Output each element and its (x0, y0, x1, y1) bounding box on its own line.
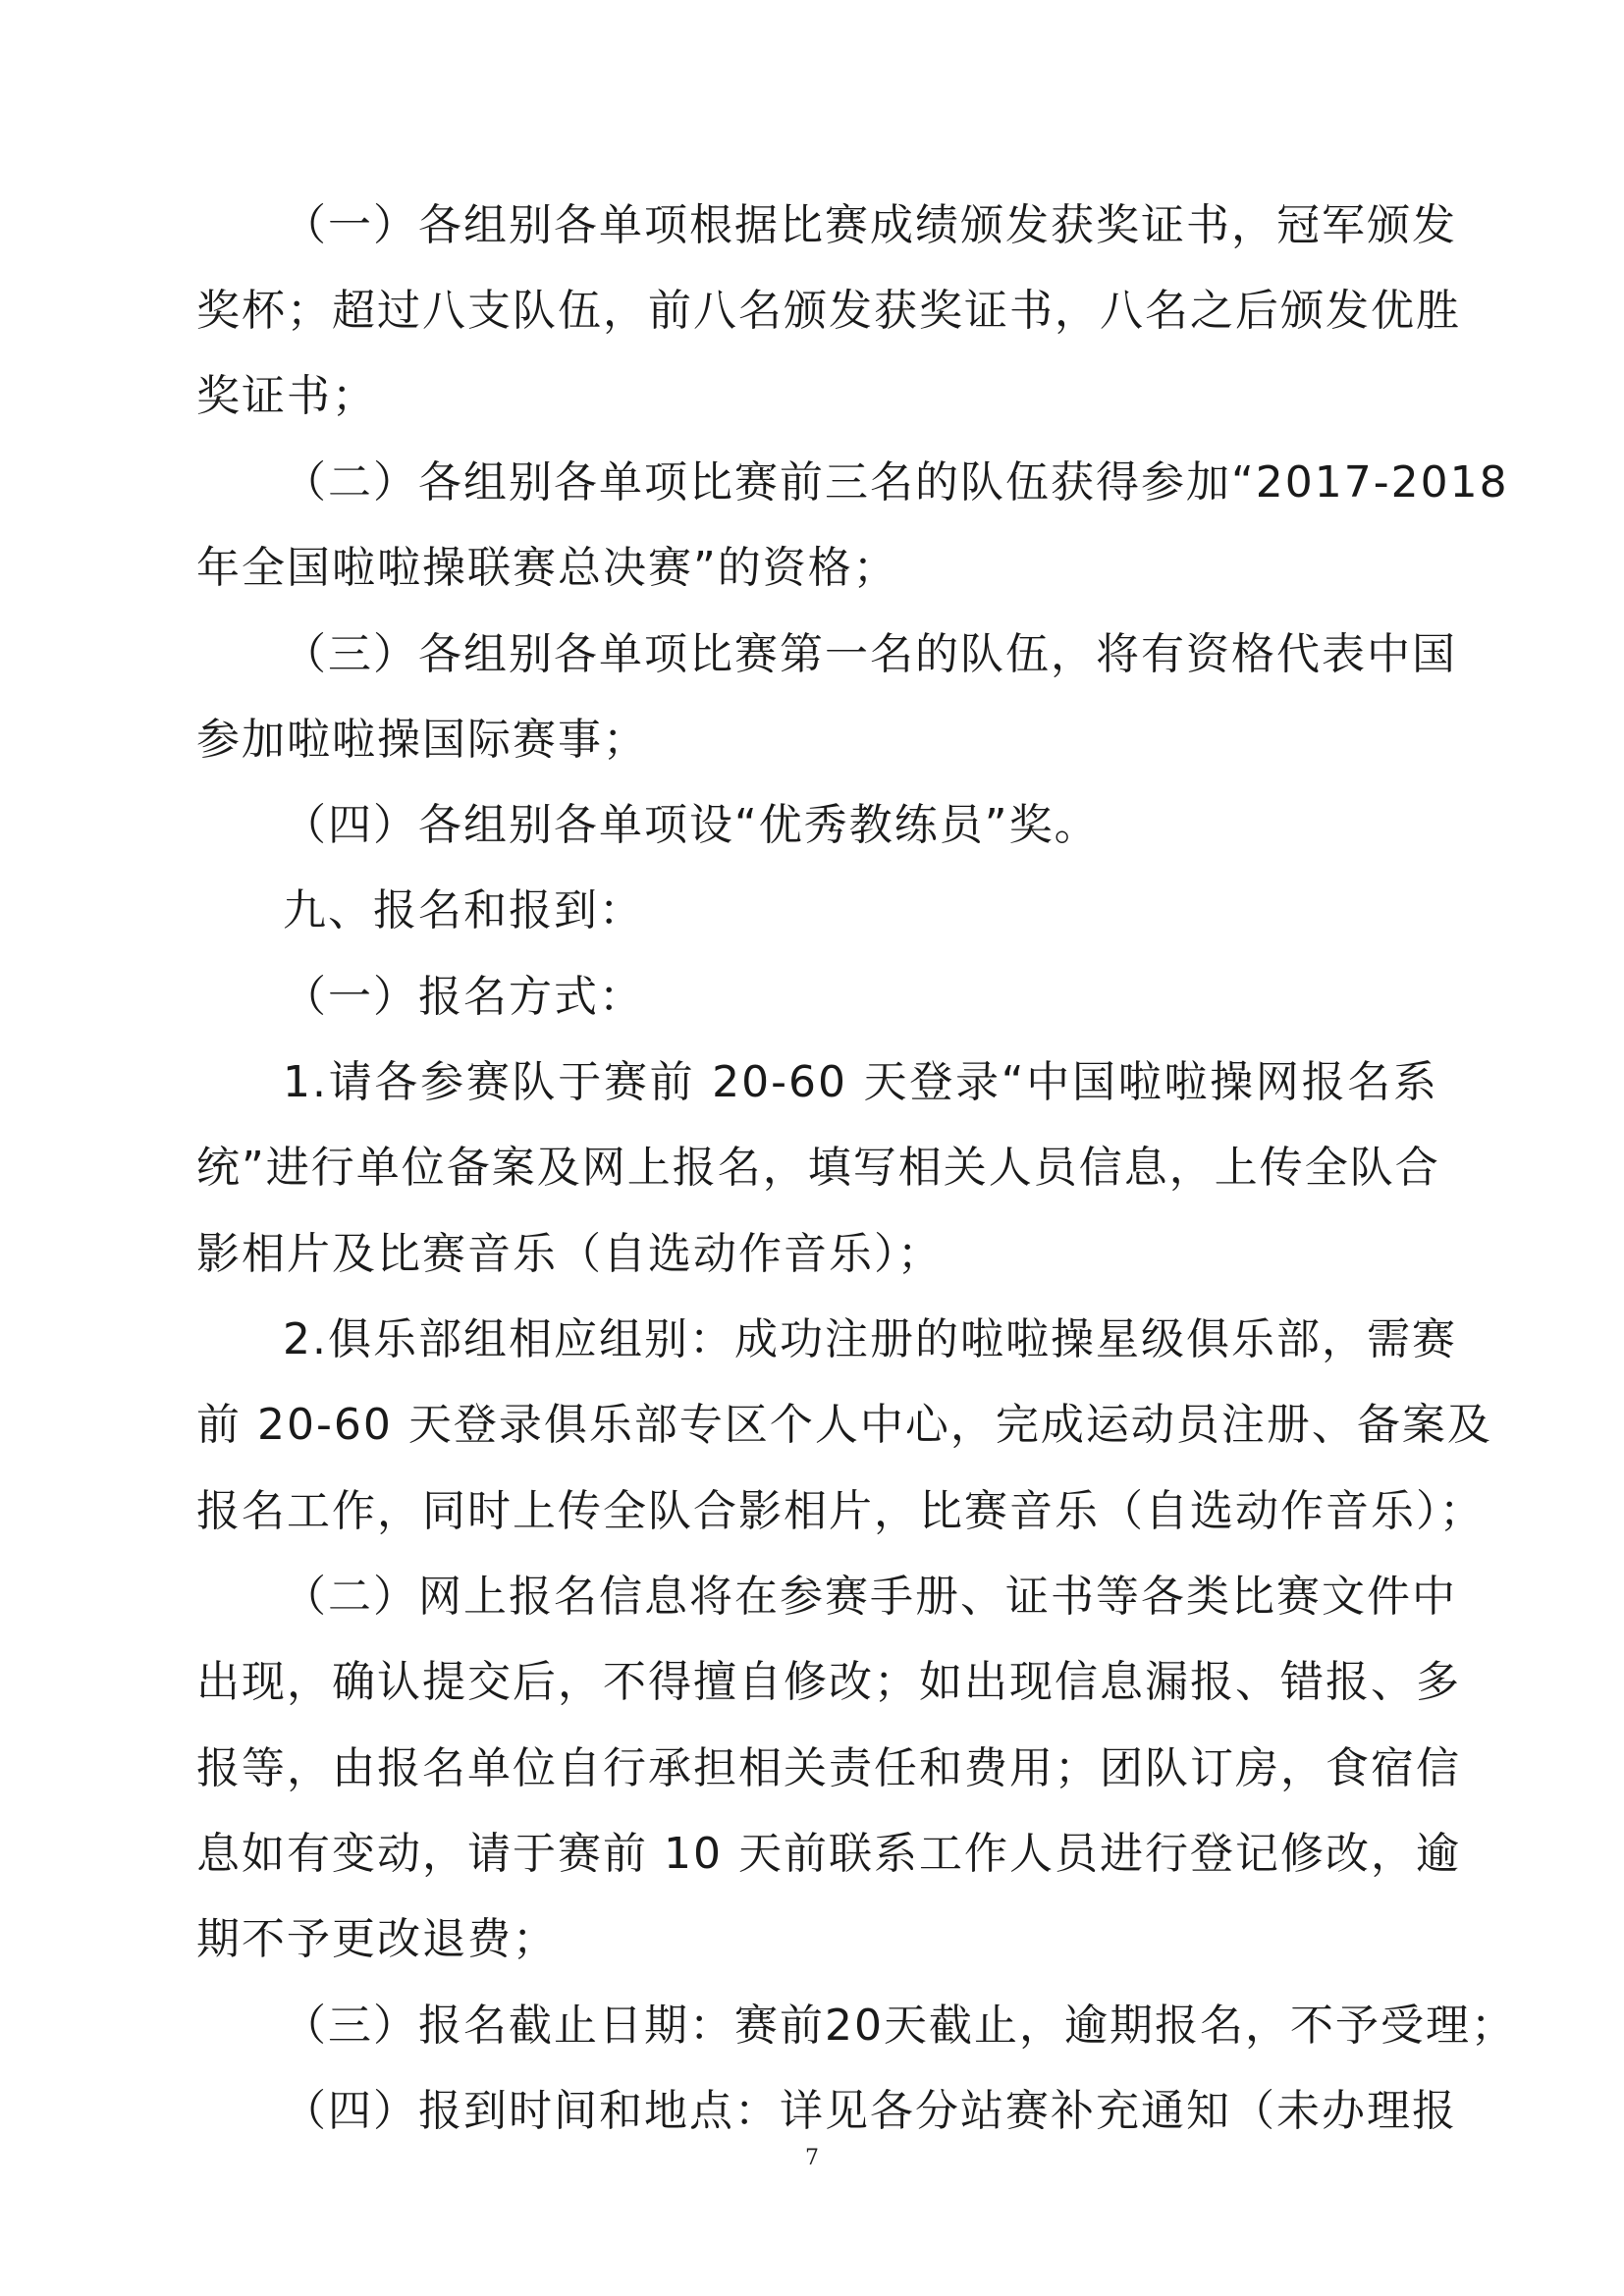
text-line-3: 奖证书； (196, 371, 377, 421)
text-line-7: 参加啦啦操国际赛事； (196, 715, 648, 765)
page-number: 7 (805, 2146, 819, 2170)
text-line-19: 报等，由报名单位自行承担相关责任和费用；团队订房，食宿信 (196, 1743, 1461, 1793)
text-line-2: 奖杯；超过八支队伍，前八名颁发获奖证书，八名之后颁发优胜 (196, 286, 1461, 336)
text-line-8: （四）各组别各单项设“优秀教练员”奖。 (283, 800, 1100, 850)
text-line-18: 出现，确认提交后，不得擅自修改；如出现信息漏报、错报、多 (196, 1657, 1461, 1707)
subsection-heading: （一）报名方式： (283, 972, 644, 1022)
text-line-5: 年全国啦啦操联赛总决赛”的资格； (196, 543, 898, 593)
text-line-20: 息如有变动，请于赛前 10 天前联系工作人员进行登记修改，逾 (196, 1829, 1461, 1879)
text-line-4: （二）各组别各单项比赛前三名的队伍获得参加“2017-2018 (283, 457, 1509, 507)
section-heading: 九、报名和报到： (283, 885, 644, 935)
text-line-22: （三）报名截止日期：赛前20天截止，逾期报名，不予受理； (283, 2001, 1516, 2051)
text-line-14: 2.俱乐部组相应组别：成功注册的啦啦操星级俱乐部，需赛 (283, 1314, 1457, 1364)
text-line-23: （四）报到时间和地点：详见各分站赛补充通知（未办理报 (283, 2086, 1457, 2136)
text-line-21: 期不予更改退费； (196, 1914, 558, 1964)
text-line-12: 统”进行单位备案及网上报名，填写相关人员信息，上传全队合 (196, 1143, 1440, 1193)
text-line-1: （一）各组别各单项根据比赛成绩颁发获奖证书，冠军颁发 (283, 200, 1457, 250)
text-line-16: 报名工作，同时上传全队合影相片，比赛音乐（自选动作音乐）； (196, 1486, 1485, 1536)
text-line-17: （二）网上报名信息将在参赛手册、证书等各类比赛文件中 (283, 1572, 1457, 1622)
text-line-15: 前 20-60 天登录俱乐部专区个人中心，完成运动员注册、备案及 (196, 1400, 1492, 1450)
text-line-6: （三）各组别各单项比赛第一名的队伍，将有资格代表中国 (283, 629, 1457, 679)
text-line-11: 1.请各参赛队于赛前 20-60 天登录“中国啦啦操网报名系 (283, 1057, 1438, 1107)
text-line-13: 影相片及比赛音乐（自选动作音乐）； (196, 1229, 943, 1279)
